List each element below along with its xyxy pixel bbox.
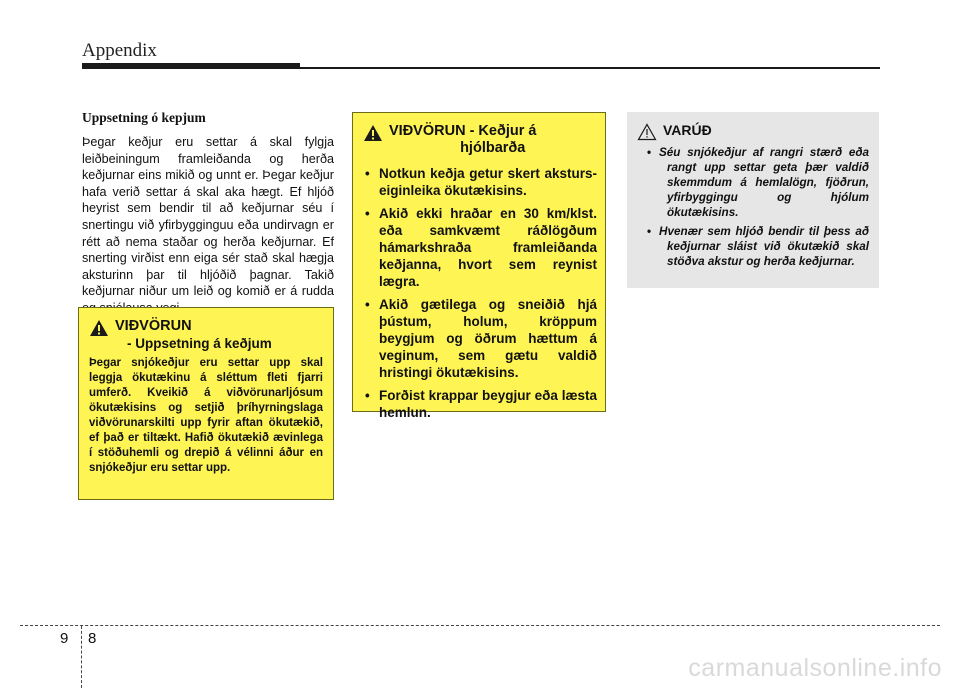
chapter-number: 9 [60,630,69,647]
warning-triangle-icon [89,319,109,337]
list-item: • Akið gætilega og sneiðið hjá þústum, holum, kröppum beygjum og öðrum hættum á veginum, sem gætu valdið hristingi ökutækisins. [363,296,597,381]
list-item: • Akið ekki hraðar en 30 km/klst. eða samkvæmt ráðlögðum hámarkshraða framleiðanda keðjanna, hvort sem reynist lægra. [363,205,597,290]
warning-body: Þegar snjókeðjur eru settar upp skal leggja ökutækinu á sléttum fleti fjarri umferð. Kveikið á viðvörunarljósum ökutækisins og setjið þríhyrningslaga viðvörunarskilti upp fyrir aftan ökutækið, ef það er tiltækt. Hafið ökutækið ævinlega í stöðuhemli og drepið á vélinni áður en snjókeðjur eru settar upp. [89,357,323,474]
caution-title: VARÚÐ [663,122,712,138]
warning-box-header [363,123,597,157]
section-paragraph: Þegar keðjur eru settar á skal fylgja leiðbeiningum framleiðanda og herða keðjurnar eins mikið og unnt er. Þegar keðjur hafa verið settar á skal aka hægt. Ef hljóð heyrist sem bendir til að keðjurnar séu í snertingu við yfirbygginguu eða undirvagn er rétt að nema staðar og herða keðjurnar. Ef snerting virðist enn eiga sér stað skal hægja aksturinn þar til hljóðið þagnar. Takið keðjurnar niður um leið og komið er á rudda [82,135,334,299]
warning-box-header [89,318,323,352]
page-number: 8 [88,630,97,647]
list-item: • Forðist krappar beygjur eða læsta hemlun. [363,387,597,421]
caution-box [627,112,879,288]
section-heading: Uppsetning ó kepjum [82,110,206,125]
header-rule-thin [300,67,880,69]
list-item: • Séu snjókeðjur af rangri stærð eða rangt upp settar geta þær valdið skemmdum á hemlalögn, fjöðrun, yfirbyggingu og hjólum ökutækisins. [647,146,869,219]
footer-vertical-divider [81,626,82,688]
list-item-text: Séu snjókeðjur af rangri stærð eða rangt upp settar geta þær valdið skemmdum á hemlalögn, fjöðrun, yfirbyggingu og hjólum ökutækisins. [659,146,869,219]
warning-triangle-icon [363,124,383,142]
watermark: carmanualsonline.info [688,654,942,682]
footer-divider [20,625,940,626]
warning-title-line1: VIÐVÖRUN - Keðjur á [389,123,537,139]
warning-title: VIÐVÖRUN [115,318,192,334]
chain-installation-section [82,110,334,317]
page-header-title: Appendix [82,40,157,61]
caution-list [637,145,869,269]
header-rule-thick [82,63,300,69]
warning-box-chain-install [78,307,334,500]
warning-list [363,165,597,421]
list-item: • Notkun keðja getur skert aksturs- eiginleika ökutækisins. [363,165,597,199]
caution-box-header [637,122,869,141]
warning-title [389,123,536,157]
caution-triangle-icon [637,123,657,141]
list-item-text: Hvenær sem hljóð bendir til þess að keðjurnar sláist við ökutækið skal stöðva akstur og herða keðjurnar. [659,225,869,268]
warning-title-line2: hjólbarða [460,140,526,156]
list-item: • Hvenær sem hljóð bendir til þess að keðjurnar sláist við ökutækið skal stöðva akstur og herða keðjurnar. [647,225,869,268]
warning-subtitle: - Uppsetning á keðjum [127,336,272,351]
warning-box-tire-chains [352,112,606,420]
